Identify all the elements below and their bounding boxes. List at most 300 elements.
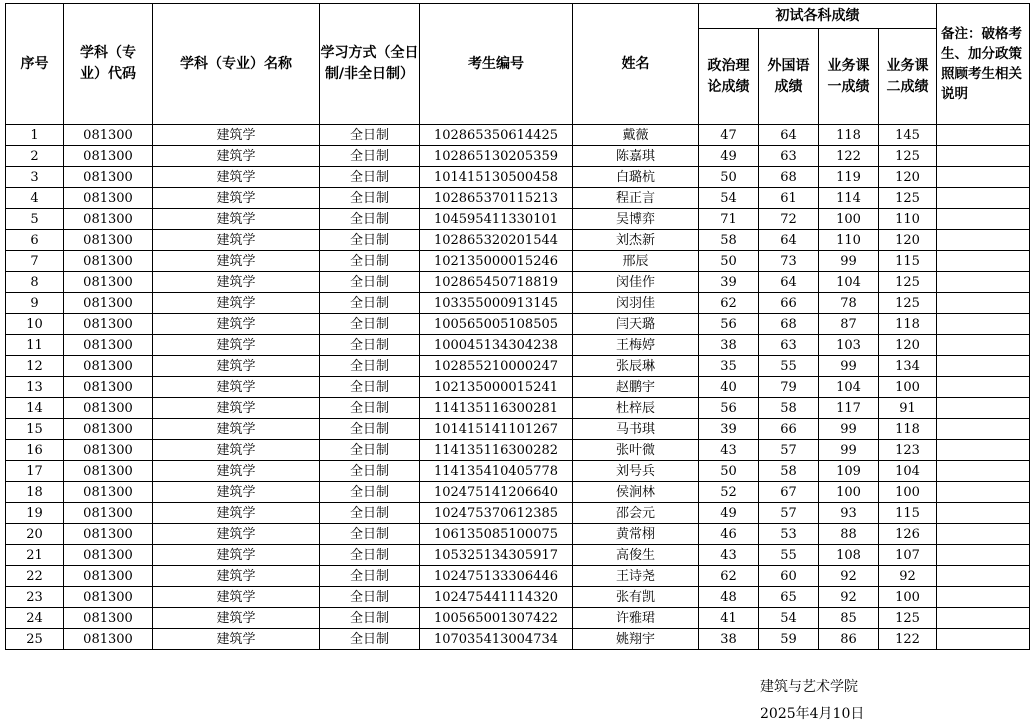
cell-politics: 40 (699, 377, 759, 398)
table-row (6, 419, 1030, 440)
cell-foreign: 64 (759, 125, 819, 146)
cell-remark (937, 230, 1030, 251)
cell-code: 081300 (64, 440, 153, 461)
cell-exam-no: 102135000015246 (420, 251, 573, 272)
cell-mode: 全日制 (320, 629, 420, 650)
table-row (6, 398, 1030, 419)
cell-major: 建筑学 (153, 566, 320, 587)
cell-course1: 117 (819, 398, 879, 419)
cell-exam-no: 101415141101267 (420, 419, 573, 440)
header-foreign: 外国语成绩 (759, 29, 819, 125)
footer-date: 2025年4月10日 (760, 706, 865, 722)
header-score-group: 初试各科成绩 (699, 4, 937, 29)
cell-seq: 1 (6, 125, 64, 146)
cell-course1: 104 (819, 377, 879, 398)
table-row (6, 629, 1030, 650)
cell-seq: 9 (6, 293, 64, 314)
cell-foreign: 64 (759, 230, 819, 251)
cell-student-name: 侯涧林 (573, 482, 699, 503)
table-row (6, 587, 1030, 608)
cell-politics: 50 (699, 251, 759, 272)
cell-remark (937, 398, 1030, 419)
cell-major: 建筑学 (153, 272, 320, 293)
cell-exam-no: 114135116300282 (420, 440, 573, 461)
cell-code: 081300 (64, 209, 153, 230)
cell-student-name: 杜梓辰 (573, 398, 699, 419)
cell-mode: 全日制 (320, 188, 420, 209)
cell-code: 081300 (64, 125, 153, 146)
cell-foreign: 79 (759, 377, 819, 398)
cell-mode: 全日制 (320, 419, 420, 440)
cell-course1: 109 (819, 461, 879, 482)
cell-course2: 115 (879, 503, 937, 524)
cell-code: 081300 (64, 251, 153, 272)
cell-major: 建筑学 (153, 461, 320, 482)
score-table (5, 3, 1030, 650)
cell-code: 081300 (64, 272, 153, 293)
cell-code: 081300 (64, 419, 153, 440)
cell-student-name: 邢辰 (573, 251, 699, 272)
cell-politics: 47 (699, 125, 759, 146)
cell-mode: 全日制 (320, 314, 420, 335)
cell-exam-no: 102475370612385 (420, 503, 573, 524)
table-row (6, 356, 1030, 377)
cell-exam-no: 114135116300281 (420, 398, 573, 419)
cell-course1: 118 (819, 125, 879, 146)
cell-politics: 39 (699, 419, 759, 440)
cell-code: 081300 (64, 482, 153, 503)
cell-seq: 21 (6, 545, 64, 566)
cell-student-name: 闵佳作 (573, 272, 699, 293)
cell-seq: 13 (6, 377, 64, 398)
cell-remark (937, 188, 1030, 209)
cell-seq: 10 (6, 314, 64, 335)
cell-major: 建筑学 (153, 608, 320, 629)
cell-mode: 全日制 (320, 524, 420, 545)
cell-course1: 104 (819, 272, 879, 293)
cell-foreign: 73 (759, 251, 819, 272)
cell-foreign: 63 (759, 146, 819, 167)
cell-course1: 99 (819, 251, 879, 272)
cell-mode: 全日制 (320, 230, 420, 251)
cell-code: 081300 (64, 293, 153, 314)
cell-major: 建筑学 (153, 167, 320, 188)
cell-exam-no: 102865350614425 (420, 125, 573, 146)
cell-seq: 5 (6, 209, 64, 230)
cell-remark (937, 125, 1030, 146)
cell-major: 建筑学 (153, 524, 320, 545)
cell-remark (937, 314, 1030, 335)
cell-code: 081300 (64, 461, 153, 482)
cell-politics: 41 (699, 608, 759, 629)
cell-foreign: 58 (759, 461, 819, 482)
cell-major: 建筑学 (153, 440, 320, 461)
cell-politics: 39 (699, 272, 759, 293)
cell-exam-no: 100565005108505 (420, 314, 573, 335)
cell-seq: 2 (6, 146, 64, 167)
cell-student-name: 刘号兵 (573, 461, 699, 482)
cell-student-name: 邵会元 (573, 503, 699, 524)
cell-foreign: 68 (759, 314, 819, 335)
cell-seq: 7 (6, 251, 64, 272)
cell-seq: 12 (6, 356, 64, 377)
cell-foreign: 54 (759, 608, 819, 629)
cell-course2: 118 (879, 314, 937, 335)
cell-seq: 3 (6, 167, 64, 188)
table-row (6, 146, 1030, 167)
cell-remark (937, 209, 1030, 230)
cell-politics: 71 (699, 209, 759, 230)
cell-course1: 86 (819, 629, 879, 650)
cell-student-name: 戴薇 (573, 125, 699, 146)
cell-course1: 99 (819, 440, 879, 461)
cell-course1: 85 (819, 608, 879, 629)
cell-seq: 18 (6, 482, 64, 503)
cell-remark (937, 566, 1030, 587)
table-row (6, 461, 1030, 482)
cell-student-name: 张有凯 (573, 587, 699, 608)
cell-major: 建筑学 (153, 419, 320, 440)
cell-course1: 119 (819, 167, 879, 188)
cell-exam-no: 102855210000247 (420, 356, 573, 377)
cell-student-name: 程正言 (573, 188, 699, 209)
table-row (6, 524, 1030, 545)
cell-foreign: 55 (759, 545, 819, 566)
cell-code: 081300 (64, 188, 153, 209)
cell-course2: 126 (879, 524, 937, 545)
cell-major: 建筑学 (153, 125, 320, 146)
cell-student-name: 黄常栩 (573, 524, 699, 545)
cell-mode: 全日制 (320, 608, 420, 629)
cell-remark (937, 440, 1030, 461)
cell-remark (937, 377, 1030, 398)
cell-major: 建筑学 (153, 482, 320, 503)
cell-foreign: 72 (759, 209, 819, 230)
cell-exam-no: 107035413004734 (420, 629, 573, 650)
cell-course1: 110 (819, 230, 879, 251)
cell-code: 081300 (64, 545, 153, 566)
cell-student-name: 许雅珺 (573, 608, 699, 629)
cell-code: 081300 (64, 230, 153, 251)
cell-major: 建筑学 (153, 146, 320, 167)
cell-course1: 100 (819, 482, 879, 503)
cell-code: 081300 (64, 398, 153, 419)
cell-remark (937, 503, 1030, 524)
cell-major: 建筑学 (153, 629, 320, 650)
header-course1: 业务课一成绩 (819, 29, 879, 125)
cell-course2: 100 (879, 482, 937, 503)
cell-student-name: 陈嘉琪 (573, 146, 699, 167)
cell-code: 081300 (64, 608, 153, 629)
cell-mode: 全日制 (320, 146, 420, 167)
cell-remark (937, 335, 1030, 356)
cell-code: 081300 (64, 629, 153, 650)
cell-course1: 99 (819, 419, 879, 440)
cell-remark (937, 461, 1030, 482)
cell-politics: 38 (699, 629, 759, 650)
header-exam-no: 考生编号 (420, 4, 573, 125)
cell-course1: 88 (819, 524, 879, 545)
cell-course1: 100 (819, 209, 879, 230)
cell-student-name: 张叶微 (573, 440, 699, 461)
cell-mode: 全日制 (320, 440, 420, 461)
cell-exam-no: 106135085100075 (420, 524, 573, 545)
cell-student-name: 闵羽佳 (573, 293, 699, 314)
cell-course2: 145 (879, 125, 937, 146)
cell-code: 081300 (64, 587, 153, 608)
cell-remark (937, 356, 1030, 377)
cell-foreign: 60 (759, 566, 819, 587)
cell-code: 081300 (64, 356, 153, 377)
cell-course1: 93 (819, 503, 879, 524)
cell-student-name: 马书琪 (573, 419, 699, 440)
cell-course2: 120 (879, 230, 937, 251)
cell-major: 建筑学 (153, 503, 320, 524)
cell-code: 081300 (64, 314, 153, 335)
cell-exam-no: 103355000913145 (420, 293, 573, 314)
cell-major: 建筑学 (153, 209, 320, 230)
footer-organization: 建筑与艺术学院 (760, 679, 858, 695)
cell-mode: 全日制 (320, 272, 420, 293)
cell-mode: 全日制 (320, 377, 420, 398)
cell-politics: 43 (699, 440, 759, 461)
cell-remark (937, 293, 1030, 314)
table-row (6, 293, 1030, 314)
cell-code: 081300 (64, 566, 153, 587)
cell-student-name: 白璐杭 (573, 167, 699, 188)
cell-course1: 108 (819, 545, 879, 566)
cell-foreign: 59 (759, 629, 819, 650)
cell-foreign: 55 (759, 356, 819, 377)
header-name: 学科（专业）名称 (153, 4, 320, 125)
cell-course2: 91 (879, 398, 937, 419)
cell-student-name: 闫天璐 (573, 314, 699, 335)
cell-major: 建筑学 (153, 587, 320, 608)
cell-exam-no: 100565001307422 (420, 608, 573, 629)
cell-course1: 114 (819, 188, 879, 209)
cell-mode: 全日制 (320, 461, 420, 482)
table-row (6, 188, 1030, 209)
cell-course2: 123 (879, 440, 937, 461)
table-body (6, 125, 1030, 650)
cell-remark (937, 167, 1030, 188)
cell-remark (937, 629, 1030, 650)
cell-exam-no: 100045134304238 (420, 335, 573, 356)
cell-seq: 17 (6, 461, 64, 482)
cell-foreign: 65 (759, 587, 819, 608)
cell-mode: 全日制 (320, 167, 420, 188)
cell-politics: 48 (699, 587, 759, 608)
cell-exam-no: 102865320201544 (420, 230, 573, 251)
cell-exam-no: 102475141206640 (420, 482, 573, 503)
cell-foreign: 66 (759, 419, 819, 440)
cell-mode: 全日制 (320, 335, 420, 356)
cell-remark (937, 251, 1030, 272)
cell-course2: 120 (879, 335, 937, 356)
cell-major: 建筑学 (153, 293, 320, 314)
table-row (6, 482, 1030, 503)
cell-major: 建筑学 (153, 251, 320, 272)
cell-foreign: 57 (759, 503, 819, 524)
header-student-name: 姓名 (573, 4, 699, 125)
cell-politics: 62 (699, 566, 759, 587)
cell-course1: 92 (819, 566, 879, 587)
cell-foreign: 61 (759, 188, 819, 209)
cell-politics: 35 (699, 356, 759, 377)
table-row (6, 251, 1030, 272)
cell-course2: 118 (879, 419, 937, 440)
cell-mode: 全日制 (320, 566, 420, 587)
cell-major: 建筑学 (153, 230, 320, 251)
cell-foreign: 58 (759, 398, 819, 419)
header-politics: 政治理论成绩 (699, 29, 759, 125)
cell-course2: 125 (879, 146, 937, 167)
cell-seq: 20 (6, 524, 64, 545)
cell-exam-no: 102865130205359 (420, 146, 573, 167)
cell-course1: 78 (819, 293, 879, 314)
cell-seq: 8 (6, 272, 64, 293)
cell-remark (937, 419, 1030, 440)
cell-remark (937, 587, 1030, 608)
cell-major: 建筑学 (153, 398, 320, 419)
cell-course2: 104 (879, 461, 937, 482)
cell-major: 建筑学 (153, 377, 320, 398)
cell-code: 081300 (64, 146, 153, 167)
cell-course2: 100 (879, 587, 937, 608)
header-remark: 备注：破格考生、加分政策照顾考生相关说明 (937, 4, 1030, 125)
cell-course1: 103 (819, 335, 879, 356)
cell-seq: 24 (6, 608, 64, 629)
cell-student-name: 高俊生 (573, 545, 699, 566)
table-row (6, 545, 1030, 566)
cell-course1: 87 (819, 314, 879, 335)
cell-mode: 全日制 (320, 293, 420, 314)
cell-mode: 全日制 (320, 482, 420, 503)
header-course2: 业务课二成绩 (879, 29, 937, 125)
cell-course2: 92 (879, 566, 937, 587)
cell-seq: 6 (6, 230, 64, 251)
cell-seq: 15 (6, 419, 64, 440)
cell-remark (937, 608, 1030, 629)
cell-politics: 49 (699, 503, 759, 524)
cell-politics: 58 (699, 230, 759, 251)
table-row (6, 608, 1030, 629)
cell-major: 建筑学 (153, 188, 320, 209)
cell-course2: 107 (879, 545, 937, 566)
cell-course1: 122 (819, 146, 879, 167)
cell-course2: 125 (879, 608, 937, 629)
cell-seq: 16 (6, 440, 64, 461)
cell-politics: 52 (699, 482, 759, 503)
cell-mode: 全日制 (320, 503, 420, 524)
cell-exam-no: 102475441114320 (420, 587, 573, 608)
cell-exam-no: 102475133306446 (420, 566, 573, 587)
cell-foreign: 68 (759, 167, 819, 188)
cell-mode: 全日制 (320, 398, 420, 419)
cell-remark (937, 545, 1030, 566)
cell-course1: 99 (819, 356, 879, 377)
cell-politics: 56 (699, 314, 759, 335)
cell-politics: 50 (699, 461, 759, 482)
cell-mode: 全日制 (320, 587, 420, 608)
cell-student-name: 吴博弈 (573, 209, 699, 230)
cell-foreign: 57 (759, 440, 819, 461)
cell-course1: 92 (819, 587, 879, 608)
cell-major: 建筑学 (153, 545, 320, 566)
cell-seq: 22 (6, 566, 64, 587)
cell-major: 建筑学 (153, 314, 320, 335)
cell-seq: 19 (6, 503, 64, 524)
cell-seq: 23 (6, 587, 64, 608)
cell-seq: 14 (6, 398, 64, 419)
table-row (6, 377, 1030, 398)
cell-student-name: 赵鹏宇 (573, 377, 699, 398)
cell-politics: 62 (699, 293, 759, 314)
cell-mode: 全日制 (320, 209, 420, 230)
cell-exam-no: 102135000015241 (420, 377, 573, 398)
cell-foreign: 66 (759, 293, 819, 314)
cell-student-name: 王诗尧 (573, 566, 699, 587)
cell-politics: 50 (699, 167, 759, 188)
cell-exam-no: 105325134305917 (420, 545, 573, 566)
cell-foreign: 53 (759, 524, 819, 545)
cell-politics: 56 (699, 398, 759, 419)
cell-code: 081300 (64, 335, 153, 356)
cell-code: 081300 (64, 503, 153, 524)
table-row (6, 209, 1030, 230)
cell-code: 081300 (64, 524, 153, 545)
cell-foreign: 64 (759, 272, 819, 293)
cell-course2: 115 (879, 251, 937, 272)
cell-seq: 11 (6, 335, 64, 356)
header-seq: 序号 (6, 4, 64, 125)
cell-exam-no: 102865370115213 (420, 188, 573, 209)
table-row (6, 503, 1030, 524)
cell-exam-no: 101415130500458 (420, 167, 573, 188)
table-row (6, 272, 1030, 293)
cell-politics: 49 (699, 146, 759, 167)
cell-course2: 134 (879, 356, 937, 377)
cell-exam-no: 114135410405778 (420, 461, 573, 482)
cell-course2: 120 (879, 167, 937, 188)
cell-student-name: 刘杰新 (573, 230, 699, 251)
cell-seq: 4 (6, 188, 64, 209)
cell-course2: 125 (879, 188, 937, 209)
table-row (6, 440, 1030, 461)
cell-mode: 全日制 (320, 125, 420, 146)
cell-remark (937, 482, 1030, 503)
cell-code: 081300 (64, 167, 153, 188)
cell-politics: 46 (699, 524, 759, 545)
cell-student-name: 王梅婷 (573, 335, 699, 356)
cell-student-name: 姚翔宇 (573, 629, 699, 650)
cell-remark (937, 272, 1030, 293)
cell-course2: 100 (879, 377, 937, 398)
header-mode: 学习方式（全日制/非全日制） (320, 4, 420, 125)
cell-mode: 全日制 (320, 356, 420, 377)
cell-exam-no: 104595411330101 (420, 209, 573, 230)
table-row (6, 335, 1030, 356)
cell-major: 建筑学 (153, 356, 320, 377)
cell-exam-no: 102865450718819 (420, 272, 573, 293)
cell-politics: 38 (699, 335, 759, 356)
cell-code: 081300 (64, 377, 153, 398)
cell-foreign: 67 (759, 482, 819, 503)
cell-course2: 110 (879, 209, 937, 230)
table-row (6, 314, 1030, 335)
cell-mode: 全日制 (320, 545, 420, 566)
cell-politics: 54 (699, 188, 759, 209)
